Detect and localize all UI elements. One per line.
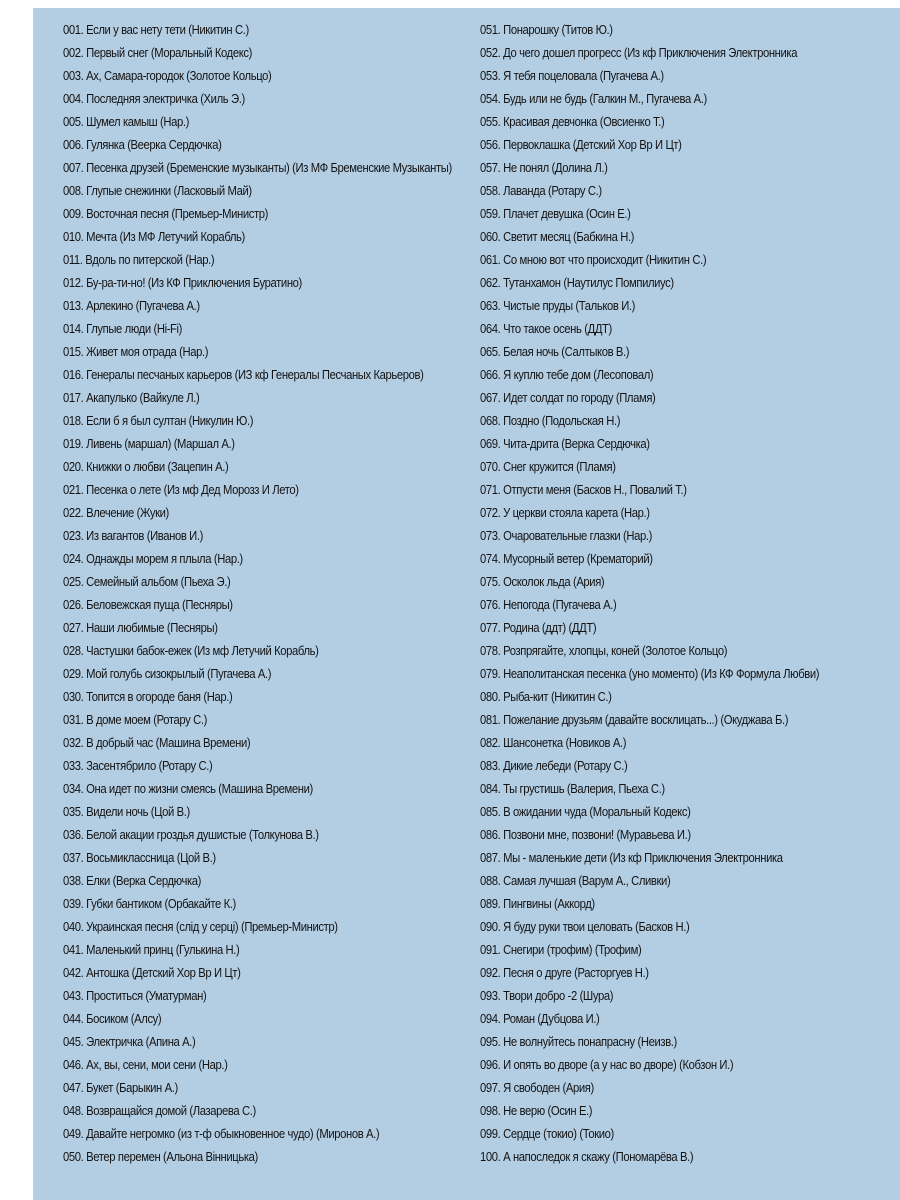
song-entry: 003. Ах, Самара-городок (Золотое Кольцо) [63,68,272,83]
song-entry: 041. Маленький принц (Гулькина Н.) [63,942,240,957]
song-entry: 057. Не понял (Долина Л.) [480,160,608,175]
song-entry: 002. Первый снег (Моральный Кодекс) [63,45,253,60]
song-entry: 030. Топится в огороде баня (Нар.) [63,689,233,704]
song-entry: 064. Что такое осень (ДДТ) [480,321,612,336]
song-entry: 078. Розпрягайте, хлопцы, коней (Золотое Кольцо) [480,643,728,658]
song-entry: 063. Чистые пруды (Тальков И.) [480,298,636,313]
song-entry: 043. Проститься (Уматурман) [63,988,207,1003]
song-entry: 008. Глупые снежинки (Ласковый Май) [63,183,252,198]
song-entry: 031. В доме моем (Ротару С.) [63,712,207,727]
song-entry: 040. Украинская песня (слід у серці) (Премьер-Министр) [63,919,338,934]
song-entry: 096. И опять во дворе (а у нас во дворе) (Кобзон И.) [480,1057,734,1072]
song-entry: 056. Первоклашка (Детский Хор Вр И Цт) [480,137,682,152]
song-entry: 052. До чего дошел прогресс (Из кф Приключения Электронника [480,45,798,60]
song-entry: 025. Семейный альбом (Пьеха Э.) [63,574,231,589]
song-entry: 054. Будь или не будь (Галкин М., Пугачева А.) [480,91,707,106]
song-entry: 013. Арлекино (Пугачева А.) [63,298,200,313]
song-entry: 070. Снег кружится (Пламя) [480,459,616,474]
song-entry: 014. Глупые люди (Hi-Fi) [63,321,183,336]
song-entry: 019. Ливень (маршал) (Маршал А.) [63,436,235,451]
song-entry: 051. Понарошку (Титов Ю.) [480,22,613,37]
song-entry: 084. Ты грустишь (Валерия, Пьеха С.) [480,781,665,796]
song-entry: 081. Пожелание друзьям (давайте восклицать...) (Окуджава Б.) [480,712,789,727]
song-entry: 058. Лаванда (Ротару С.) [480,183,602,198]
song-entry: 071. Отпусти меня (Басков Н., Повалий Т.) [480,482,687,497]
song-entry: 074. Мусорный ветер (Крематорий) [480,551,653,566]
song-entry: 091. Снегири (трофим) (Трофим) [480,942,642,957]
song-entry: 016. Генералы песчаных карьеров (ИЗ кф Генералы Песчаных Карьеров) [63,367,424,382]
song-list-sheet [33,8,900,1200]
song-entry: 046. Ах, вы, сени, мои сени (Нар.) [63,1057,228,1072]
song-entry: 055. Красивая девчонка (Овсиенко Т.) [480,114,665,129]
song-entry: 086. Позвони мне, позвони! (Муравьева И.) [480,827,691,842]
song-entry: 037. Восьмиклассница (Цой В.) [63,850,216,865]
song-entry: 024. Однажды морем я плыла (Нар.) [63,551,243,566]
song-entry: 004. Последняя электричка (Хиль Э.) [63,91,245,106]
song-entry: 053. Я тебя поцеловала (Пугачева А.) [480,68,664,83]
song-entry: 067. Идет солдат по городу (Пламя) [480,390,656,405]
song-entry: 066. Я куплю тебе дом (Лесоповал) [480,367,654,382]
song-entry: 069. Чита-дрита (Верка Сердючка) [480,436,650,451]
song-entry: 018. Если б я был султан (Никулин Ю.) [63,413,254,428]
song-entry: 048. Возвращайся домой (Лазарева С.) [63,1103,256,1118]
song-entry: 087. Мы - маленькие дети (Из кф Приключения Электронника [480,850,783,865]
song-entry: 047. Букет (Барыкин А.) [63,1080,178,1095]
song-entry: 015. Живет моя отрада (Нар.) [63,344,209,359]
song-entry: 001. Если у вас нету тети (Никитин С.) [63,22,249,37]
song-entry: 027. Наши любимые (Песняры) [63,620,218,635]
song-entry: 009. Восточная песня (Премьер-Министр) [63,206,269,221]
song-entry: 065. Белая ночь (Салтыков В.) [480,344,630,359]
song-entry: 011. Вдоль по питерской (Нар.) [63,252,215,267]
song-entry: 095. Не волнуйтесь понапрасну (Неизв.) [480,1034,677,1049]
song-entry: 010. Мечта (Из МФ Летучий Корабль) [63,229,245,244]
song-entry: 076. Непогода (Пугачева А.) [480,597,617,612]
song-entry: 006. Гулянка (Веерка Сердючка) [63,137,222,152]
song-entry: 007. Песенка друзей (Бременские музыканты) (Из МФ Бременские Музыканты) [63,160,452,175]
song-entry: 092. Песня о друге (Расторгуев Н.) [480,965,649,980]
song-entry: 099. Сердце (токио) (Токио) [480,1126,614,1141]
song-entry: 038. Елки (Верка Сердючка) [63,873,201,888]
song-entry: 097. Я свободен (Ария) [480,1080,594,1095]
song-list-right-column [480,18,898,1168]
song-entry: 083. Дикие лебеди (Ротару С.) [480,758,628,773]
song-entry: 042. Антошка (Детский Хор Вр И Цт) [63,965,241,980]
song-entry: 028. Частушки бабок-ежек (Из мф Летучий Корабль) [63,643,319,658]
song-entry: 068. Поздно (Подольская Н.) [480,413,621,428]
song-entry: 073. Очаровательные глазки (Нар.) [480,528,652,543]
song-entry: 045. Электричка (Апина А.) [63,1034,196,1049]
song-entry: 026. Беловежская пуща (Песняры) [63,597,233,612]
song-entry: 017. Акапулько (Вайкуле Л.) [63,390,200,405]
song-entry: 075. Осколок льда (Ария) [480,574,605,589]
song-entry: 079. Неаполитанская песенка (уно моменто) (Из КФ Формула Любви) [480,666,820,681]
song-entry: 080. Рыба-кит (Никитин С.) [480,689,612,704]
song-entry: 085. В ожидании чуда (Моральный Кодекс) [480,804,691,819]
song-entry: 023. Из вагантов (Иванов И.) [63,528,203,543]
song-entry: 022. Влечение (Жуки) [63,505,169,520]
song-entry: 005. Шумел камыш (Нар.) [63,114,190,129]
song-entry: 090. Я буду руки твои целовать (Басков Н.) [480,919,690,934]
song-entry: 100. А напоследок я скажу (Пономарёва В.) [480,1149,694,1164]
song-entry: 012. Бу-ра-ти-но! (Из КФ Приключения Буратино) [63,275,302,290]
song-entry: 062. Тутанхамон (Наутилус Помпилиус) [480,275,674,290]
song-entry: 035. Видели ночь (Цой В.) [63,804,190,819]
song-entry: 032. В добрый час (Машина Времени) [63,735,251,750]
song-entry: 044. Босиком (Алсу) [63,1011,162,1026]
song-entry: 033. Засентябрило (Ротару С.) [63,758,213,773]
song-entry: 061. Со мною вот что происходит (Никитин С.) [480,252,707,267]
song-entry: 021. Песенка о лете (Из мф Дед Морозз И Лето) [63,482,299,497]
song-entry: 072. У церкви стояла карета (Нар.) [480,505,650,520]
song-entry: 060. Светит месяц (Бабкина Н.) [480,229,635,244]
song-entry: 089. Пингвины (Аккорд) [480,896,595,911]
song-entry: 098. Не верю (Осин Е.) [480,1103,593,1118]
song-entry: 082. Шансонетка (Новиков А.) [480,735,627,750]
song-entry: 036. Белой акации гроздья душистые (Толкунова В.) [63,827,319,842]
song-entry: 077. Родина (ддт) (ДДТ) [480,620,597,635]
song-entry: 059. Плачет девушка (Осин Е.) [480,206,631,221]
song-entry: 039. Губки бантиком (Орбакайте К.) [63,896,236,911]
song-entry: 049. Давайте негромко (из т-ф обыкновенное чудо) (Миронов А.) [63,1126,380,1141]
song-entry: 088. Самая лучшая (Варум А., Сливки) [480,873,671,888]
song-entry: 094. Роман (Дубцова И.) [480,1011,600,1026]
song-list-left-column [63,18,475,1168]
song-entry: 050. Ветер перемен (Альона Вінницька) [63,1149,258,1164]
song-entry: 020. Книжки о любви (Зацепин А.) [63,459,229,474]
song-entry: 029. Мой голубь сизокрылый (Пугачева А.) [63,666,272,681]
song-entry: 093. Твори добро -2 (Шура) [480,988,614,1003]
song-entry: 034. Она идет по жизни смеясь (Машина Времени) [63,781,313,796]
